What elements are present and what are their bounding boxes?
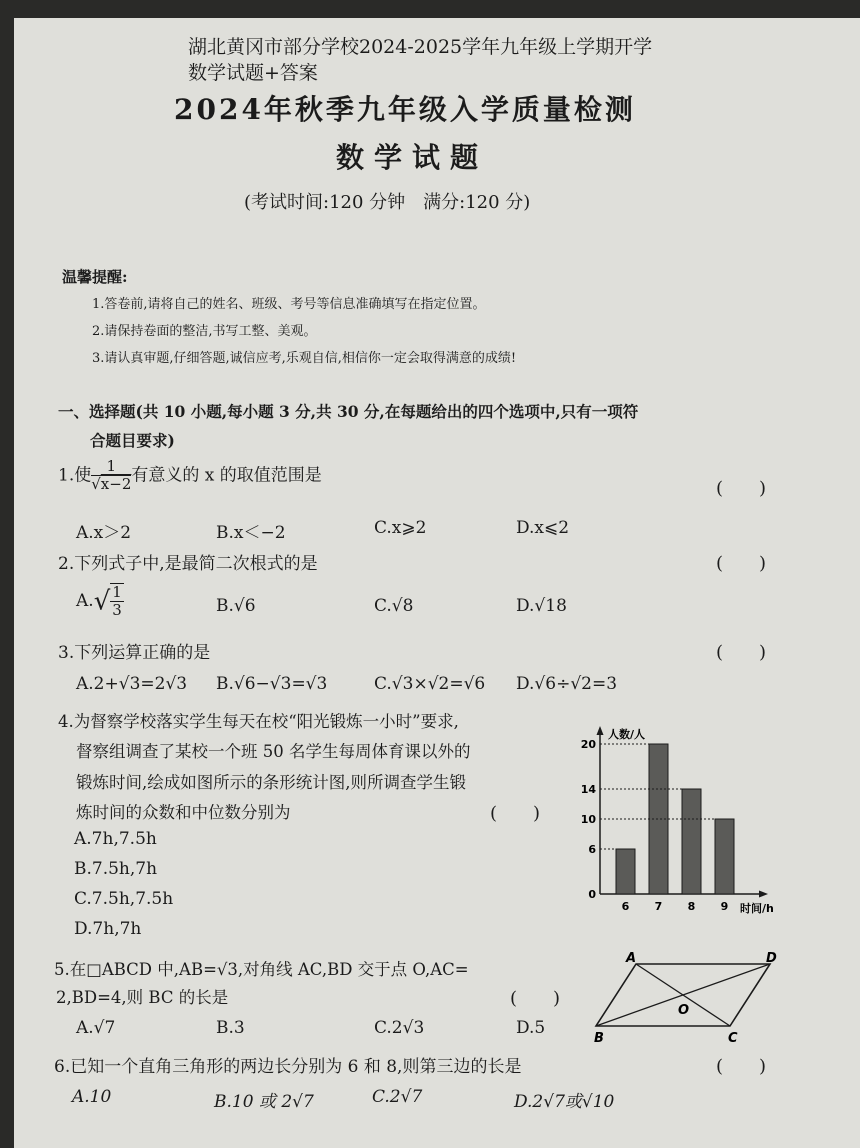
x-tick-label: 6: [621, 900, 630, 913]
vertex-label-b: B: [594, 1031, 604, 1046]
parallelogram-figure: [580, 948, 790, 1048]
question-3-stem: 3.下列运算正确的是: [58, 643, 211, 663]
question-5-line: 5.在□ABCD 中,AB=√3,对角线 AC,BD 交于点 O,AC=: [54, 960, 469, 979]
q3-option-d: D.√6÷√2=3: [516, 674, 618, 694]
question-5-line: 2,BD=4,则 BC 的长是: [56, 988, 229, 1007]
q1-fraction-numerator: 1: [91, 458, 131, 476]
q2-option-d: D.√18: [516, 596, 567, 616]
question-6-stem: 6.已知一个直角三角形的两边长分别为 6 和 8,则第三边的长是: [54, 1057, 522, 1077]
q4-option-c: C.7.5h,7.5h: [74, 889, 174, 909]
x-tick-label: 7: [654, 900, 663, 913]
q6-option-b: B.10 或 2√7: [214, 1092, 314, 1112]
q3-option-c: C.√3×√2=√6: [374, 674, 486, 694]
vertex-label-c: C: [728, 1031, 738, 1046]
answer-blank: ( ): [510, 988, 561, 1009]
exercise-bar-chart: [554, 704, 794, 922]
answer-blank: ( ): [716, 1056, 767, 1077]
exam-title: 2024年秋季九年级入学质量检测: [174, 93, 636, 126]
q4-option-b: B.7.5h,7h: [74, 859, 158, 879]
x-tick-label: 9: [720, 900, 729, 913]
q5-option-c: C.2√3: [374, 1018, 425, 1038]
q1-fraction-denominator: [91, 476, 131, 493]
radical-sign: √: [93, 586, 111, 617]
chart-bar: [616, 849, 635, 894]
chart-bar: [682, 789, 701, 894]
tips-heading: 温馨提醒:: [62, 268, 128, 286]
question-4-line: 督察组调查了某校一个班 50 名学生每周体育课以外的: [76, 742, 471, 761]
q2-option-a: [76, 583, 124, 620]
y-tick-label: 20: [580, 738, 596, 751]
q5-option-d: D.5: [516, 1018, 546, 1038]
q6-option-c: C.2√7: [372, 1087, 423, 1107]
center-label-o: O: [678, 1003, 690, 1018]
x-tick-label: 8: [687, 900, 696, 913]
question-2-stem: 2.下列式子中,是最简二次根式的是: [58, 554, 318, 574]
exam-info: (考试时间:120 分钟 满分:120 分): [244, 192, 531, 213]
section-heading: 一、选择题(共 10 小题,每小题 3 分,共 30 分,在每题给出的四个选项中,只有一项符: [58, 402, 639, 421]
tips-item: 2.请保持卷面的整洁,书写工整、美观。: [92, 324, 317, 339]
question-1-stem: [58, 458, 322, 494]
y-tick-label: 0: [588, 888, 596, 901]
fraction-denominator: 3: [112, 601, 122, 620]
y-tick-label: 14: [580, 783, 596, 796]
exam-subject: 数学试题: [336, 141, 489, 174]
y-axis-label: 人数/人: [608, 728, 646, 741]
q5-option-a: A.√7: [76, 1018, 116, 1038]
answer-blank: ( ): [490, 803, 541, 824]
answer-blank: ( ): [716, 478, 767, 499]
source-note-line2: 数学试题+答案: [188, 62, 318, 84]
x-axis-arrow: [759, 891, 768, 898]
radicand: x−2: [100, 475, 132, 494]
y-tick-label: 10: [580, 813, 596, 826]
q1-fraction: [91, 458, 131, 494]
fraction-numerator: 1: [112, 583, 122, 601]
answer-blank: ( ): [716, 642, 767, 663]
x-axis-label: 时间/h: [740, 902, 774, 915]
q1-suffix: 有意义的 x 的取值范围是: [131, 465, 322, 486]
q2-option-c: C.√8: [374, 596, 414, 616]
q1-option-d: D.x⩽2: [516, 518, 570, 538]
q2-option-b: B.√6: [216, 596, 256, 616]
question-4-line: 锻炼时间,绘成如图所示的条形统计图,则所调查学生锻: [76, 773, 466, 792]
exam-paper-page: [14, 18, 860, 1148]
tips-item: 1.答卷前,请将自己的姓名、班级、考号等信息准确填写在指定位置。: [92, 297, 486, 312]
q1-option-a: A.x＞2: [76, 523, 132, 543]
q1-prefix: 1.使: [58, 465, 92, 486]
q5-option-b: B.3: [216, 1018, 245, 1038]
q1-option-b: B.x＜−2: [216, 523, 286, 543]
y-axis-arrow: [597, 726, 604, 735]
chart-bar: [715, 819, 734, 894]
q4-option-a: A.7h,7.5h: [74, 829, 157, 849]
radical-sign: √: [91, 475, 101, 494]
q2-option-a-fraction: [110, 583, 124, 620]
y-tick-label: 6: [588, 843, 596, 856]
source-note-line1: 湖北黄冈市部分学校2024-2025学年九年级上学期开学: [188, 36, 653, 58]
q6-option-d: D.2√7或√10: [514, 1092, 615, 1112]
question-4-line: 炼时间的众数和中位数分别为: [76, 803, 291, 822]
answer-blank: ( ): [716, 553, 767, 574]
q6-option-a: A.10: [72, 1087, 112, 1107]
q2-option-a-label: A.: [76, 590, 94, 611]
section-heading-cont: 合题目要求): [90, 431, 175, 450]
q3-option-b: B.√6−√3=√3: [216, 674, 328, 694]
q1-option-c: C.x⩾2: [374, 518, 427, 538]
q3-option-a: A.2+√3=2√3: [76, 674, 188, 694]
vertex-label-d: D: [766, 951, 777, 966]
chart-layer: [581, 726, 774, 915]
q4-option-d: D.7h,7h: [74, 919, 142, 939]
tips-item: 3.请认真审题,仔细答题,诚信应考,乐观自信,相信你一定会取得满意的成绩!: [92, 351, 517, 366]
vertex-label-a: A: [626, 951, 637, 966]
question-4-line: 4.为督察学校落实学生每天在校“阳光锻炼一小时”要求,: [58, 712, 459, 731]
